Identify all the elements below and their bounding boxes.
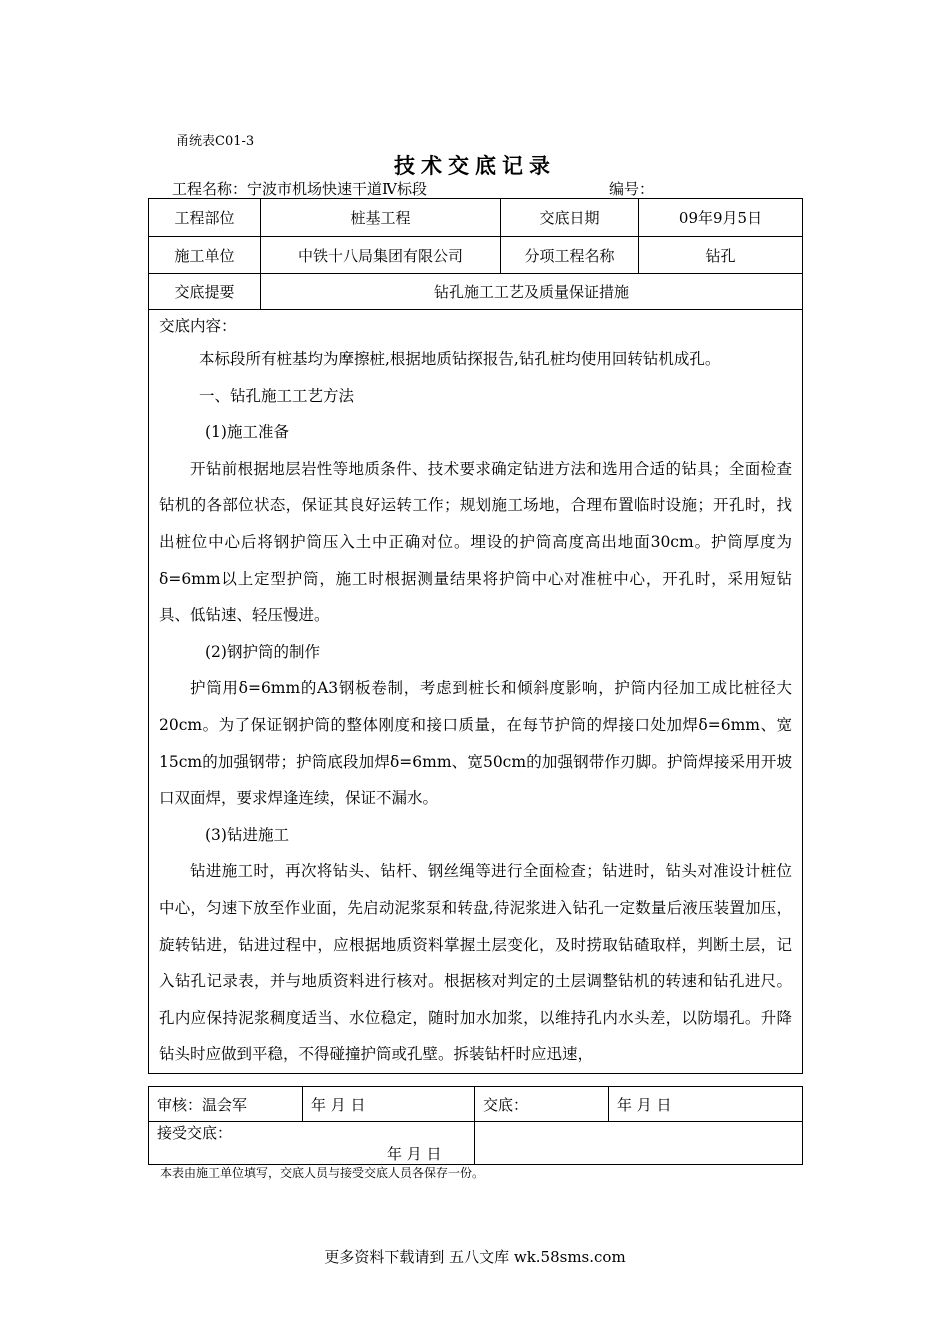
info-table <box>148 198 803 1074</box>
sub-2-title: (2)钢护筒的制作 <box>205 642 320 661</box>
footer-link[interactable]: 更多资料下载请到 五八文库 wk.58sms.com <box>324 1248 626 1266</box>
content-body <box>149 310 802 1073</box>
summary-value: 钻孔施工工艺及质量保证措施 <box>261 274 803 310</box>
part-value: 桩基工程 <box>261 199 501 237</box>
handover-date: 年 月 日 <box>609 1087 803 1122</box>
date-value: 09年9月5日 <box>639 199 803 237</box>
project-name-label: 工程名称： <box>172 180 248 198</box>
form-code: 甬统表C01-3 <box>176 134 255 149</box>
sub-item-label: 分项工程名称 <box>501 237 639 274</box>
sub-1-title: (1)施工准备 <box>205 423 289 442</box>
document-title: 技术交底记录 <box>394 154 556 178</box>
handover-signer: 交底： <box>475 1087 609 1122</box>
sub-1-text: 开钻前根据地层岩性等地质条件、技术要求确定钻进方法和选用合适的钻具；全面检查钻机的各部位状态，保证其良好运转工作；规划施工场地，合理布置临时设施；开孔时，找出桩位中心后将钢护筒压入土中正确对位。埋设的护筒高度高出地面30cm。护筒厚度为δ=6mm以上定型护筒，施工时根据测量结果将护筒中心对准桩中心，开孔时，采用短钻具、低钻速、轻压慢进。 <box>159 459 792 625</box>
receive-date: 年 月 日 <box>387 1145 442 1163</box>
review-date: 年 月 日 <box>303 1087 475 1122</box>
summary-label: 交底提要 <box>149 274 261 310</box>
project-name-line <box>172 178 427 199</box>
receive-signer: 接受交底：年 月 日 <box>149 1122 475 1165</box>
date-label: 交底日期 <box>501 199 639 237</box>
review-signer: 审核：温会军 <box>149 1087 303 1122</box>
table-note: 本表由施工单位填写，交底人员与接受交底人员各保存一份。 <box>160 1166 485 1180</box>
number-label: 编号： <box>609 180 655 198</box>
sub-3-title: (3)钻进施工 <box>205 825 289 844</box>
sub-2-text: 护筒用δ=6mm的A3钢板卷制，考虑到桩长和倾斜度影响，护筒内径加工成比桩径大20cm。为了保证钢护筒的整体刚度和接口质量，在每节护筒的焊接口处加焊δ=6mm、宽15cm的加强钢带；护筒底段加焊δ=6mm、宽50cm的加强钢带作刃脚。护筒焊接采用开坡口双面焊，要求焊逢连续，保证不漏水。 <box>159 679 792 808</box>
content-cell <box>149 310 803 1074</box>
section-1-heading: 一、钻孔施工工艺方法 <box>199 386 355 405</box>
content-label: 交底内容： <box>159 317 237 335</box>
part-label: 工程部位 <box>149 199 261 237</box>
receive-blank <box>475 1122 803 1165</box>
sub-3-text: 钻进施工时，再次将钻头、钻杆、钢丝绳等进行全面检查；钻进时，钻头对准设计桩位中心，匀速下放至作业面，先启动泥浆泵和转盘,待泥浆进入钻孔一定数量后液压装置加压，旋转钻进，钻进过程中，应根据地质资料掌握土层变化，及时捞取钻碴取样，判断土层，记入钻孔记录表，并与地质资料进行核对。根据核对判定的土层调整钻机的转速和钻孔进尺。孔内应保持泥浆稠度适当、水位稳定，随时加水加浆，以维持孔内水头差，以防塌孔。升降钻头时应做到平稳，不得碰撞护筒或孔壁。拆装钻杆时应迅速， <box>159 862 792 1064</box>
project-name-value: 宁波市机场快速干道Ⅳ标段 <box>247 180 428 198</box>
sub-item-value: 钻孔 <box>639 237 803 274</box>
unit-label: 施工单位 <box>149 237 261 274</box>
unit-value: 中铁十八局集团有限公司 <box>261 237 501 274</box>
signature-table <box>148 1086 803 1165</box>
content-intro: 本标段所有桩基均为摩擦桩,根据地质钻探报告,钻孔桩均使用回转钻机成孔。 <box>199 350 721 368</box>
